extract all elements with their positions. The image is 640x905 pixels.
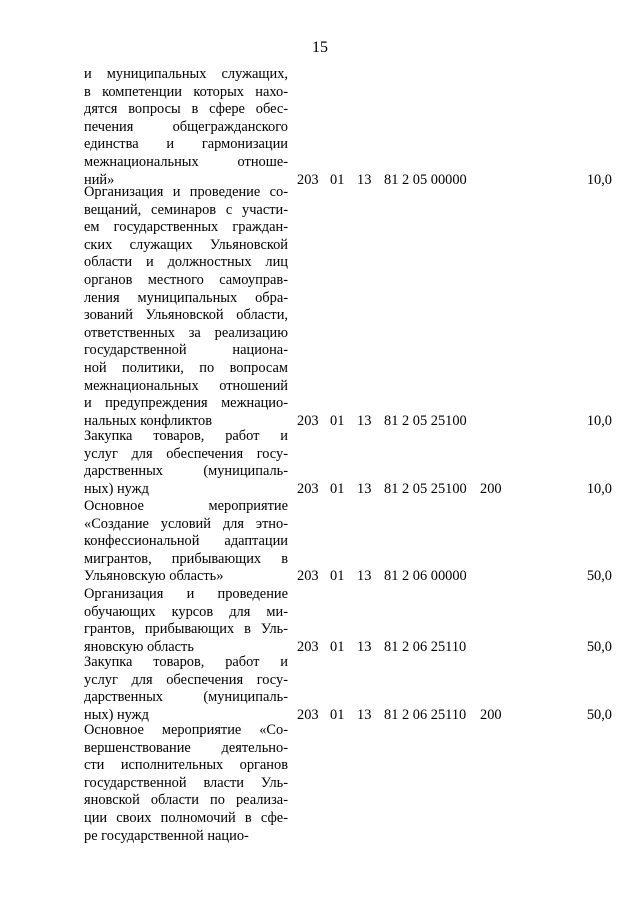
row-description [84,428,288,498]
target-item-code: 81 2 05 00000 [384,171,467,188]
description-line: ре государственной нацио- [84,827,249,844]
target-item-code: 81 2 06 25110 [384,638,467,655]
description-line: ответственных за реализацию [84,324,288,341]
row-description [84,66,288,189]
amount: 10,0 [586,171,612,188]
description-line: Основное мероприятие «Со- [84,722,288,738]
description-line: грантов, прибывающих в Уль- [84,621,288,638]
description-line: ных) нужд [84,706,149,723]
description-line: Организация и проведение со- [84,184,288,200]
row-description [84,722,288,845]
description-line: сти исполнительных органов [84,757,288,774]
description-line: дарственных (муниципаль- [84,463,288,480]
description-line: обучающих курсов для ми- [84,603,288,620]
amount: 50,0 [586,638,612,655]
description-line: области и должностных лиц [84,254,288,271]
row-description [84,654,288,724]
description-line: ем государственных граждан- [84,219,288,236]
description-line: единства и гармонизации [84,136,288,153]
subsection-code: 13 [357,638,372,655]
description-line: и предупреждения межнацио- [84,395,288,412]
description-line: зований Ульяновской области, [84,307,288,324]
description-line: Закупка товаров, работ и [84,428,288,444]
row-description [84,498,288,586]
subsection-code: 13 [357,706,372,723]
description-line: яновскую область [84,638,194,655]
row-description [84,586,288,656]
description-line: услуг для обеспечения госу- [84,671,288,688]
target-item-code: 81 2 06 00000 [384,568,467,585]
description-line: государственной национа- [84,342,288,359]
description-line: нальных конфликтов [84,412,213,429]
description-line: государственной власти Уль- [84,774,288,791]
section-code: 01 [330,412,345,429]
description-line: печения общегражданского [84,118,288,135]
description-line: яновской области по реализа- [84,792,288,809]
description-line: межнациональных отноше- [84,153,288,170]
subsection-code: 13 [357,412,372,429]
subsection-code: 13 [357,171,372,188]
description-line: Ульяновскую область» [84,568,224,585]
amount: 50,0 [586,706,612,723]
description-line: дарственных (муниципаль- [84,689,288,706]
description-line: межнациональных отношений [84,377,288,394]
description-line: в компетенции которых нахо- [84,83,288,100]
grbs-code: 203 [297,568,319,585]
grbs-code: 203 [297,171,319,188]
description-line: ных) нужд [84,480,149,497]
description-line: ции своих полномочий в сфе- [84,809,288,826]
section-code: 01 [330,706,345,723]
grbs-code: 203 [297,706,319,723]
section-code: 01 [330,171,345,188]
section-code: 01 [330,568,345,585]
description-line: дятся вопросы в сфере обес- [84,101,288,118]
description-line: органов местного самоуправ- [84,271,288,288]
subsection-code: 13 [357,480,372,497]
subsection-code: 13 [357,568,372,585]
description-line: конфессиональной адаптации [84,533,288,550]
target-item-code: 81 2 05 25100 [384,480,467,497]
target-item-code: 81 2 06 25110 [384,706,467,723]
description-line: ления муниципальных обра- [84,289,288,306]
description-line: вершенствование деятельно- [84,739,288,756]
row-description [84,184,288,430]
description-line: ских служащих Ульяновской [84,236,288,253]
description-line: услуг для обеспечения госу- [84,445,288,462]
grbs-code: 203 [297,480,319,497]
description-line: и муниципальных служащих, [84,66,288,82]
description-line: вещаний, семинаров с участи- [84,201,288,218]
amount: 50,0 [586,568,612,585]
page-number: 15 [312,39,328,56]
section-code: 01 [330,638,345,655]
description-line: Основное мероприятие [84,498,288,514]
target-item-code: 81 2 05 25100 [384,412,467,429]
amount: 10,0 [586,480,612,497]
description-line: Закупка товаров, работ и [84,654,288,670]
description-line: ний» [84,171,115,188]
description-line: ной политики, по вопросам [84,359,288,376]
section-code: 01 [330,480,345,497]
description-line: мигрантов, прибывающих в [84,550,288,567]
expense-type-code: 200 [480,480,502,497]
grbs-code: 203 [297,638,319,655]
expense-type-code: 200 [480,706,502,723]
description-line: «Создание условий для этно- [84,515,288,532]
grbs-code: 203 [297,412,319,429]
description-line: Организация и проведение [84,586,288,602]
amount: 10,0 [586,412,612,429]
